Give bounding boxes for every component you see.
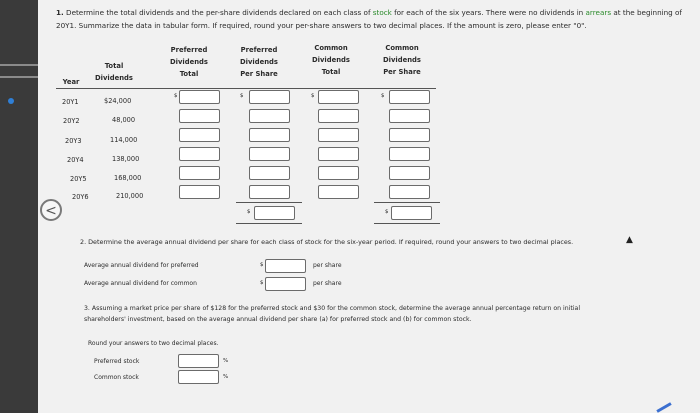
double-underline [374,223,440,224]
row-year: 20Y2 [63,117,80,125]
preferred-per-share-input-20y6[interactable] [249,185,290,199]
back-arrow-button[interactable]: < [40,199,62,221]
mouse-cursor-icon: ▲ [626,235,633,245]
row-year: 20Y5 [70,175,87,183]
row-total-dividends: 138,000 [112,155,140,163]
header-year: Year [62,78,80,86]
common-per-share-input-20y4[interactable] [389,147,430,161]
preferred-stock-label: Preferred stock [94,358,140,365]
active-item-indicator [8,98,14,104]
avg-preferred-input[interactable] [265,259,306,273]
common-total-input-20y5[interactable] [318,166,359,180]
common-per-share-input-20y2[interactable] [389,109,430,123]
preferred-total-input-20y5[interactable] [179,166,220,180]
round-note: Round your answers to two decimal places. [88,340,219,347]
common-stock-label: Common stock [94,374,139,381]
avg-common-label: Average annual dividend for common [84,280,197,287]
row-total-dividends: 168,000 [114,174,142,182]
preferred-per-share-input-20y5[interactable] [249,166,290,180]
preferred-total-input-20y1[interactable] [179,90,220,104]
header-preferred-total: Preferred Dividends Total [170,46,208,78]
row-total-dividends: 114,000 [110,136,138,144]
row-year: 20Y4 [67,156,84,164]
total-line [236,202,302,203]
currency-symbol: $ [260,262,264,268]
header-common-per-share: Common Dividends Per Share [383,44,421,76]
currency-symbol: $ [240,93,244,99]
glossary-link-stock[interactable]: stock [372,8,392,17]
question-3-text: 3. Assuming a market price per share of $128 for the preferred stock and $30 for the common stock, determine the average annual percentage return on initial shareholders' investment, based on the average annual dividend per share (a) for preferred stock and (b) for common stock. [84,305,581,323]
common-per-share-input-20y6[interactable] [389,185,430,199]
header-common-total: Common Dividends Total [312,44,350,76]
question-1-text: 1. Determine the total dividends and the per-share dividends declared on each class of stock for each of the six years. There were no dividends in arrears at the beginning of 20Y1. Summarize the data in tabular form. If required, round your per-share answers to two decimal places. If the amount is zero, please enter "0". [56,8,682,30]
left-sidebar [0,0,38,413]
currency-symbol: $ [260,280,264,286]
preferred-per-share-input-20y4[interactable] [249,147,290,161]
header-preferred-per-share: Preferred Dividends Per Share [240,46,278,78]
common-total-input-20y3[interactable] [318,128,359,142]
preferred-total-input-20y2[interactable] [179,109,220,123]
unit-label: per share [313,262,342,269]
common-total-input-20y2[interactable] [318,109,359,123]
avg-preferred-label: Average annual dividend for preferred [84,262,199,269]
double-underline [236,223,302,224]
common-per-share-input-20y1[interactable] [389,90,430,104]
row-year: 20Y3 [65,137,82,145]
header-underline [56,88,436,89]
currency-symbol: $ [385,209,389,215]
common-total-input-20y6[interactable] [318,185,359,199]
percent-sign: % [223,374,229,380]
common-total-input-20y4[interactable] [318,147,359,161]
unit-label: per share [313,280,342,287]
preferred-return-input[interactable] [178,354,219,368]
question-2-text: 2. Determine the average annual dividend per share for each class of stock for the six-year period. If required, round your answers to two decimal places. [80,238,574,246]
glossary-link-arrears[interactable]: arrears [585,8,612,17]
row-total-dividends: $24,000 [104,97,132,105]
row-total-dividends: 210,000 [116,192,144,200]
preferred-per-share-input-20y3[interactable] [249,128,290,142]
common-per-share-input-20y3[interactable] [389,128,430,142]
percent-sign: % [223,358,229,364]
row-total-dividends: 48,000 [112,116,136,124]
sidebar-divider [0,76,38,78]
preferred-total-input-20y4[interactable] [179,147,220,161]
sidebar-divider [0,64,38,66]
currency-symbol: $ [381,93,385,99]
currency-symbol: $ [311,93,315,99]
preferred-per-share-input-20y2[interactable] [249,109,290,123]
row-year: 20Y1 [62,98,79,106]
currency-symbol: $ [174,93,178,99]
avg-common-input[interactable] [265,277,306,291]
preferred-total-input-20y3[interactable] [179,128,220,142]
currency-symbol: $ [247,209,251,215]
common-total-input-20y1[interactable] [318,90,359,104]
common-return-input[interactable] [178,370,219,384]
header-total-dividends: Total Dividends [95,62,133,82]
preferred-total-input-20y6[interactable] [179,185,220,199]
preferred-per-share-total-input[interactable] [254,206,295,220]
preferred-per-share-input-20y1[interactable] [249,90,290,104]
total-line [374,202,440,203]
row-year: 20Y6 [72,193,89,201]
common-per-share-input-20y5[interactable] [389,166,430,180]
common-per-share-total-input[interactable] [391,206,432,220]
